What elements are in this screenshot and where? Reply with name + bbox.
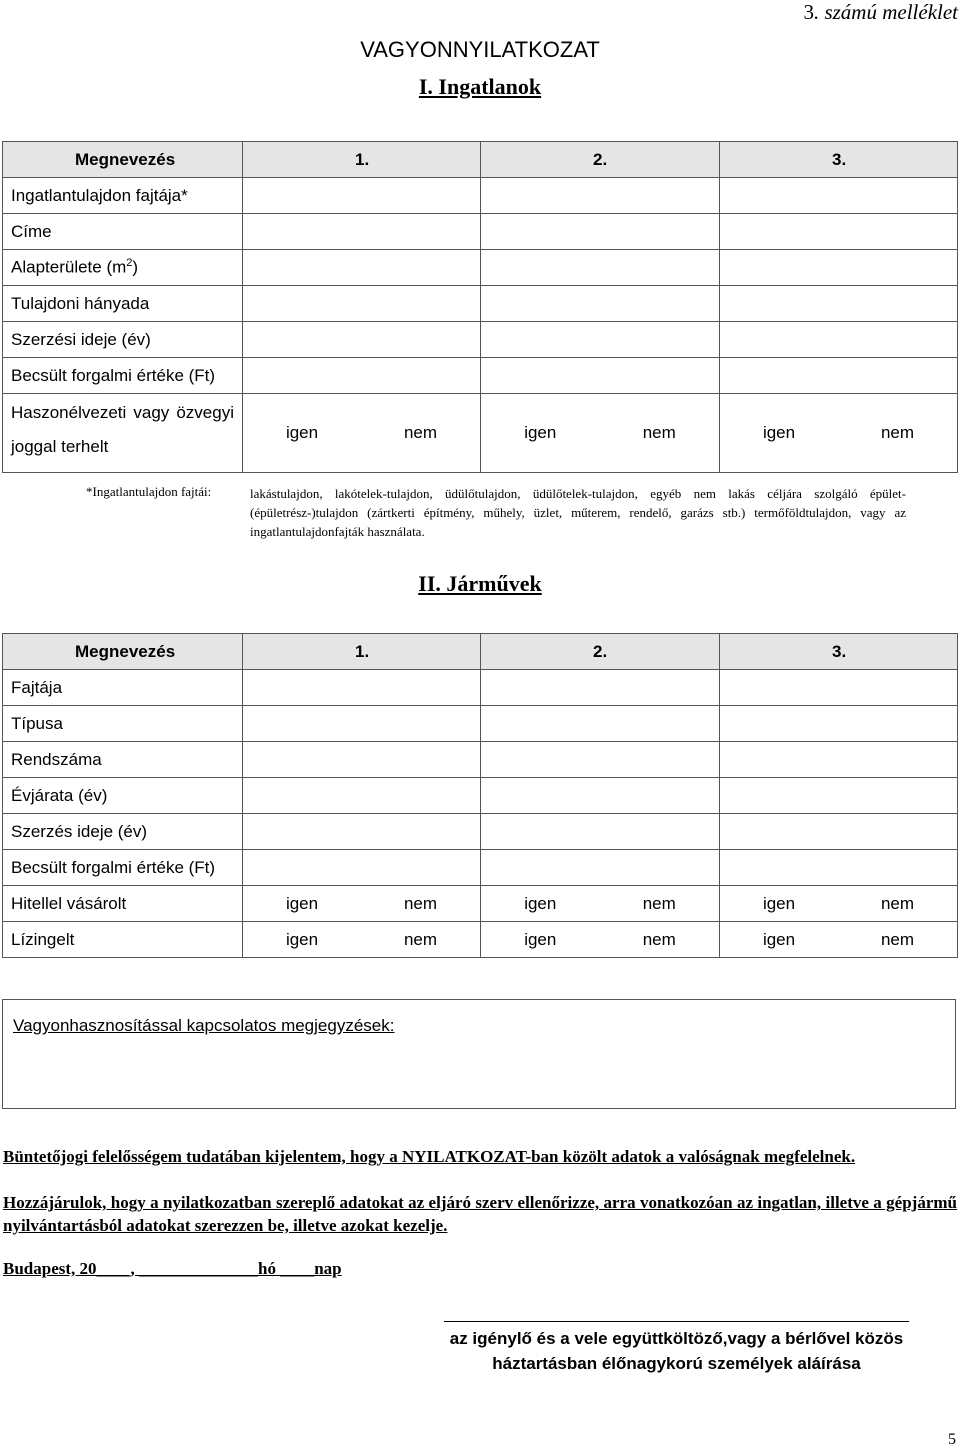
table-row bbox=[3, 322, 958, 358]
yes-option[interactable]: igen bbox=[762, 929, 796, 949]
row-label: Évjárata (év) bbox=[3, 778, 243, 814]
input-cell[interactable] bbox=[481, 286, 720, 322]
table-row bbox=[3, 850, 958, 886]
declaration-liability: Büntetőjogi felelősségem tudatában kijelentem, hogy a NYILATKOZAT-ban közölt adatok a valóságnak megfelelnek. bbox=[3, 1147, 856, 1166]
yes-no-cell bbox=[481, 886, 720, 922]
yes-no-cell bbox=[243, 886, 481, 922]
input-cell[interactable] bbox=[481, 742, 720, 778]
row-label bbox=[3, 394, 243, 473]
header-name: Megnevezés bbox=[3, 142, 243, 178]
table-row bbox=[3, 214, 958, 250]
input-cell[interactable] bbox=[720, 742, 958, 778]
row-label: Fajtája bbox=[3, 670, 243, 706]
row-label: Tulajdoni hányada bbox=[3, 286, 243, 322]
annex-number: 3 bbox=[803, 0, 814, 24]
footnote-label: *Ingatlantulajdon fajtái: bbox=[86, 484, 212, 499]
signature-caption-line2: háztartásban élőnagykorú személyek aláírása bbox=[492, 1354, 861, 1373]
signature-caption-line1: az igénylő és a vele együttköltöző,vagy a bérlővel közös bbox=[449, 1329, 904, 1348]
page-title: VAGYONNYILATKOZAT bbox=[360, 37, 600, 62]
date-line[interactable]: Budapest, 20____, ______________hó ____nap bbox=[3, 1259, 342, 1278]
no-option[interactable]: nem bbox=[880, 423, 915, 442]
row-label: Alapterülete $(m^2)$ bbox=[3, 250, 243, 286]
no-option[interactable]: nem bbox=[880, 929, 915, 949]
input-cell[interactable] bbox=[481, 178, 720, 214]
row-label: Becsült forgalmi értéke (Ft) bbox=[3, 850, 243, 886]
header-col2: 2. bbox=[481, 634, 720, 670]
yes-option[interactable]: igen bbox=[285, 893, 319, 913]
yes-no-cell bbox=[720, 886, 958, 922]
input-cell[interactable] bbox=[720, 850, 958, 886]
input-cell[interactable] bbox=[720, 778, 958, 814]
footnote-text: lakástulajdon, lakótelek-tulajdon, üdülőtulajdon, üdülőtelek-tulajdon, egyéb nem lakás céljára szolgáló épület-(épületrész-)tulajdon (zártkerti építmény, műhely, üzlet, műterem, rendelő, garázs stb.) termőföldtulajdon, vagy az ingatlantulajdonfajták használata. bbox=[250, 486, 906, 539]
input-cell[interactable] bbox=[243, 286, 481, 322]
input-cell[interactable] bbox=[243, 850, 481, 886]
yes-no-cell bbox=[720, 922, 958, 958]
yes-option[interactable]: igen bbox=[524, 929, 557, 949]
input-cell[interactable] bbox=[243, 814, 481, 850]
table-row bbox=[3, 886, 958, 922]
yes-no-cell bbox=[481, 394, 720, 473]
no-option[interactable]: nem bbox=[403, 423, 438, 442]
input-cell[interactable] bbox=[243, 322, 481, 358]
row-label: Címe bbox=[3, 214, 243, 250]
table-row bbox=[3, 922, 958, 958]
input-cell[interactable] bbox=[243, 214, 481, 250]
row-label: Hitellel vásárolt bbox=[3, 886, 243, 922]
header-col1: 1. bbox=[243, 634, 481, 670]
input-cell[interactable] bbox=[720, 178, 958, 214]
yes-no-cell bbox=[720, 394, 958, 473]
yes-option[interactable]: igen bbox=[762, 423, 796, 442]
row-label: Szerzés ideje (év) bbox=[3, 814, 243, 850]
burden-label-line1: Haszonélvezeti vagy özvegyi bbox=[11, 403, 234, 422]
real-estate-table bbox=[2, 141, 958, 473]
yes-option[interactable]: igen bbox=[285, 423, 319, 442]
input-cell[interactable] bbox=[243, 742, 481, 778]
table-header-row bbox=[3, 142, 958, 178]
input-cell[interactable] bbox=[481, 358, 720, 394]
row-label: Ingatlantulajdon fajtája* bbox=[3, 178, 243, 214]
table-row bbox=[3, 394, 958, 473]
yes-option[interactable]: igen bbox=[524, 893, 557, 913]
input-cell[interactable] bbox=[481, 670, 720, 706]
table-row bbox=[3, 706, 958, 742]
signature-line[interactable] bbox=[444, 1321, 909, 1322]
no-option[interactable]: nem bbox=[403, 929, 438, 949]
vehicles-table bbox=[2, 633, 958, 958]
table-row bbox=[3, 250, 958, 286]
input-cell[interactable] bbox=[243, 358, 481, 394]
input-cell[interactable] bbox=[243, 178, 481, 214]
input-cell[interactable] bbox=[481, 214, 720, 250]
table-header-row bbox=[3, 634, 958, 670]
header-col3: 3. bbox=[720, 142, 958, 178]
row-label: Lízingelt bbox=[3, 922, 243, 958]
input-cell[interactable] bbox=[243, 670, 481, 706]
input-cell[interactable] bbox=[720, 358, 958, 394]
table-row bbox=[3, 778, 958, 814]
input-cell[interactable] bbox=[720, 322, 958, 358]
section1-title: I. Ingatlanok bbox=[418, 74, 542, 99]
header-col3: 3. bbox=[720, 634, 958, 670]
yes-no-cell bbox=[481, 922, 720, 958]
input-cell[interactable] bbox=[243, 778, 481, 814]
no-option[interactable]: nem bbox=[642, 423, 676, 442]
input-cell[interactable] bbox=[720, 670, 958, 706]
header-col2: 2. bbox=[481, 142, 720, 178]
input-cell[interactable] bbox=[481, 706, 720, 742]
no-option[interactable]: nem bbox=[642, 929, 676, 949]
no-option[interactable]: nem bbox=[642, 893, 676, 913]
input-cell[interactable] bbox=[720, 814, 958, 850]
no-option[interactable]: nem bbox=[880, 893, 915, 913]
input-cell[interactable] bbox=[481, 322, 720, 358]
input-cell[interactable] bbox=[720, 214, 958, 250]
yes-no-cell bbox=[243, 394, 481, 473]
yes-no-cell bbox=[243, 922, 481, 958]
notes-label: Vagyonhasznosítással kapcsolatos megjegyzések: bbox=[13, 1016, 395, 1035]
yes-option[interactable]: igen bbox=[285, 929, 319, 949]
row-label: Típusa bbox=[3, 706, 243, 742]
burden-label-line2: joggal terhelt bbox=[11, 437, 109, 456]
table-row bbox=[3, 178, 958, 214]
section2-title: II. Járművek bbox=[418, 571, 542, 596]
input-cell[interactable] bbox=[720, 706, 958, 742]
signature-caption bbox=[444, 1326, 909, 1376]
notes-box[interactable] bbox=[2, 999, 956, 1109]
input-cell[interactable] bbox=[481, 814, 720, 850]
page-number: 5 bbox=[948, 1431, 956, 1448]
table-row bbox=[3, 358, 958, 394]
input-cell[interactable] bbox=[720, 250, 958, 286]
input-cell[interactable] bbox=[720, 286, 958, 322]
annex-label bbox=[803, 0, 958, 25]
input-cell[interactable] bbox=[481, 250, 720, 286]
table-row bbox=[3, 814, 958, 850]
row-label: Becsült forgalmi értéke (Ft) bbox=[3, 358, 243, 394]
input-cell[interactable] bbox=[243, 706, 481, 742]
input-cell[interactable] bbox=[481, 778, 720, 814]
table-row bbox=[3, 670, 958, 706]
row-label: Rendszáma bbox=[3, 742, 243, 778]
annex-text: . számú melléklet bbox=[813, 0, 958, 24]
yes-option[interactable]: igen bbox=[524, 423, 557, 442]
table-row bbox=[3, 286, 958, 322]
table-row bbox=[3, 742, 958, 778]
input-cell[interactable] bbox=[481, 850, 720, 886]
header-col1: 1. bbox=[243, 142, 481, 178]
no-option[interactable]: nem bbox=[403, 893, 438, 913]
header-name: Megnevezés bbox=[3, 634, 243, 670]
input-cell[interactable] bbox=[243, 250, 481, 286]
row-label: Szerzési ideje (év) bbox=[3, 322, 243, 358]
yes-option[interactable]: igen bbox=[762, 893, 796, 913]
declaration-consent: Hozzájárulok, hogy a nyilatkozatban szereplő adatokat az eljáró szerv ellenőrizze, arra vonatkozóan az ingatlan, illetve a gépjármű nyilvántartásból adatokat szerezzen be, illetve azokat kezelje. bbox=[3, 1193, 957, 1235]
